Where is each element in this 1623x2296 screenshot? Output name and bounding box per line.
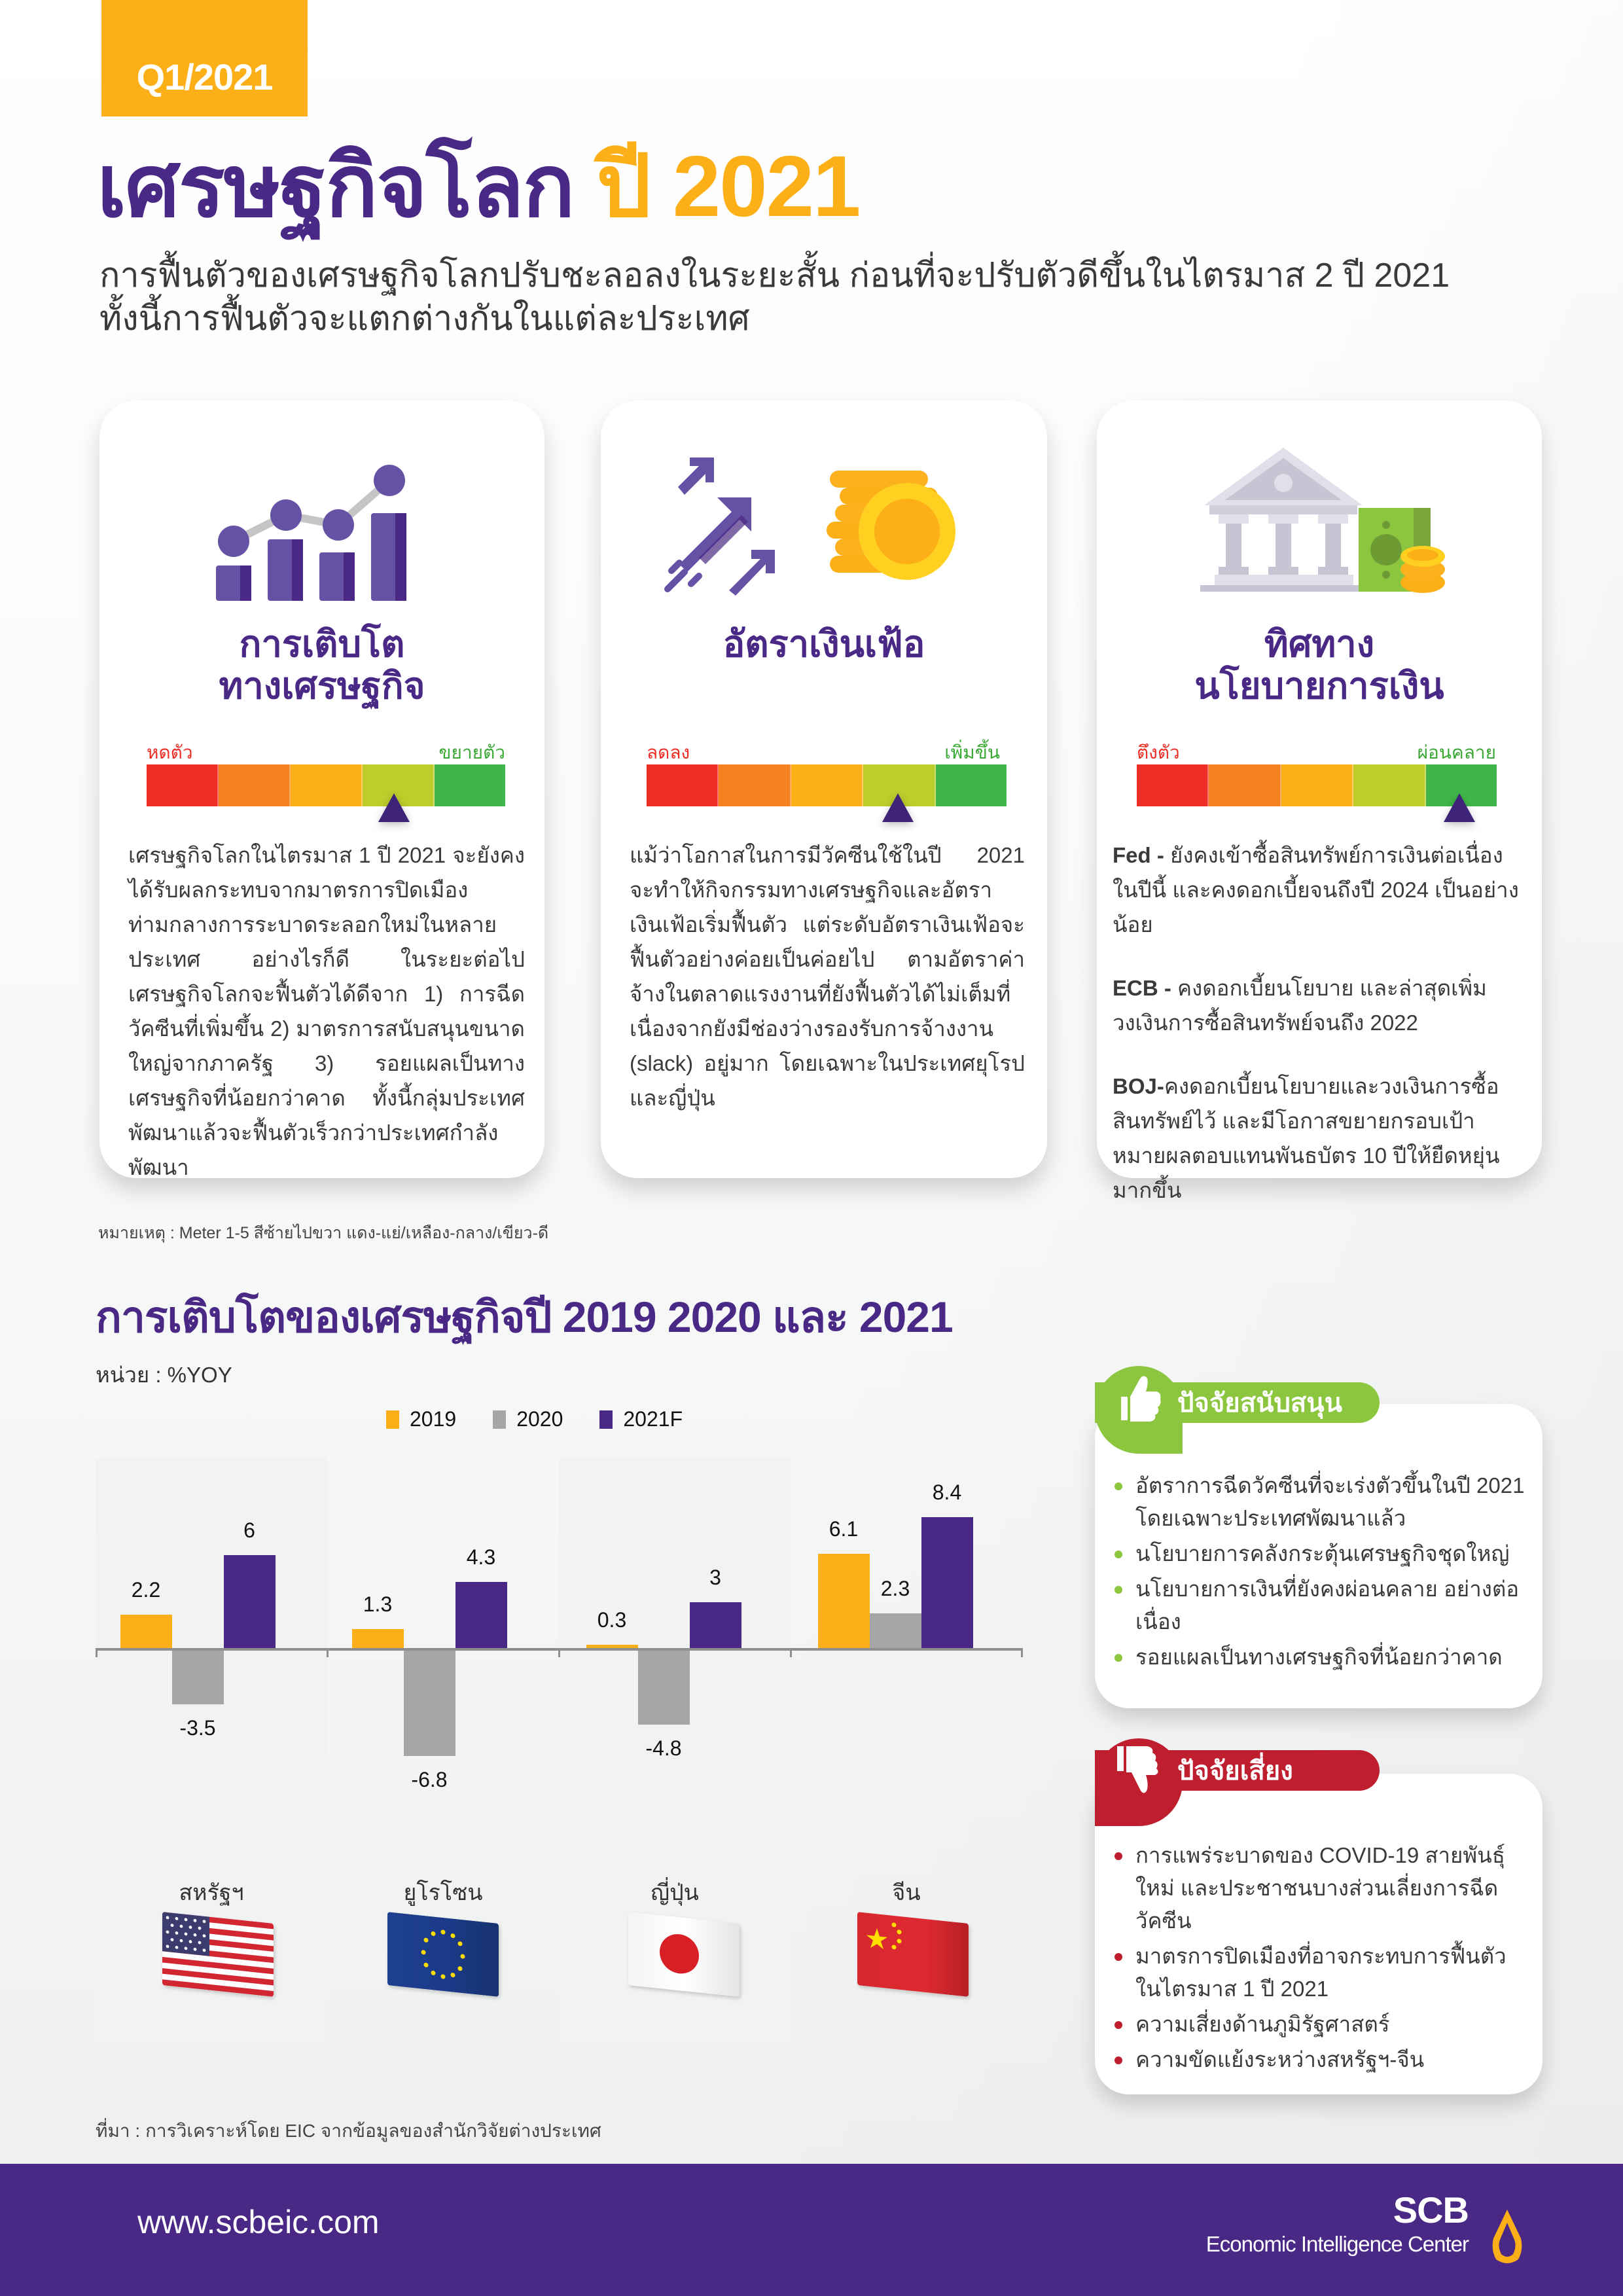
bar-value-label: -4.8 — [645, 1736, 682, 1761]
website-link[interactable]: www.scbeic.com — [137, 2204, 380, 2240]
risk-factors-title: ปัจจัยเสี่ยง — [1177, 1757, 1293, 1785]
inflation-arrows-coins-icon — [601, 427, 1047, 617]
chart-title: การเติบโตของเศรษฐกิจปี 2019 2020 และ 2021 — [96, 1293, 953, 1341]
card-title-line-2: นโยบายการเงิน — [1194, 665, 1444, 706]
meter-bar — [147, 764, 505, 806]
axis-tick — [1021, 1648, 1023, 1657]
bar-value-label: 2.3 — [880, 1576, 910, 1600]
meter-low-label: ตึงตัว — [1137, 742, 1180, 762]
policy-bank-label: Fed — [1113, 843, 1151, 867]
scb-logo-icon — [1488, 2207, 1526, 2265]
legend-label: 2021F — [623, 1407, 683, 1431]
bar-value-label: 8.4 — [932, 1480, 962, 1505]
support-factors-title: ปัจจัยสนับสนุน — [1177, 1389, 1342, 1418]
thumbs-up-icon — [1109, 1371, 1164, 1426]
policy-bank-label: ECB — [1113, 976, 1158, 1000]
meter-segment — [219, 764, 291, 806]
meter-high-label: ผ่อนคลาย — [1417, 742, 1496, 762]
meter-segment — [147, 764, 219, 806]
card-inflation — [601, 401, 1047, 1178]
brand-name: SCB — [1393, 2189, 1469, 2231]
list-item: อัตราการฉีดวัคซีนที่จะเร่งตัวขึ้นในปี 2021 โดยเฉพาะประเทศพัฒนาแล้ว — [1111, 1469, 1529, 1535]
policy-boj — [1113, 1069, 1527, 1208]
card-economic-growth — [99, 401, 544, 1178]
meter-segment — [1353, 764, 1425, 806]
policy-fed — [1113, 838, 1527, 942]
page-subtitle — [99, 254, 1572, 340]
bar-value-label: -3.5 — [179, 1716, 216, 1740]
meter-segment — [435, 764, 505, 806]
axis-tick — [327, 1648, 329, 1657]
card-body-text: แม้ว่าโอกาสในการมีวัคซีนใช้ในปี 2021 จะทำให้กิจกรรมทางเศรษฐกิจและอัตราเงินเฟ้อเริ่มฟื้นตัว แต่ระดับอัตราเงินเฟ้อจะฟื้นตัวอย่างค่อยเป็นค่อยไป ตามอัตราค่าจ้างในตลาดแรงงานที่ยังฟื้นตัวได้ไม่เต็มที่ เนื่องจากยังมีช่องว่างรองรับการจ้างงาน (slack) อยู่มาก โดยเฉพาะในประเทศยุโรปและญี่ปุ่น — [630, 843, 1025, 1110]
legend-item-2021f — [599, 1407, 683, 1431]
legend-item-2019 — [386, 1407, 456, 1431]
legend-swatch — [493, 1410, 506, 1429]
china-flag-icon — [857, 1912, 969, 1997]
list-item: มาตรการปิดเมืองที่อาจกระทบการฟื้นตัว ในไตรมาส 1 ปี 2021 — [1111, 1940, 1529, 2005]
country-label-us: สหรัฐฯ — [179, 1880, 244, 1905]
page-title-main: เศรษฐกิจโลก — [97, 138, 574, 234]
card-title — [601, 623, 1047, 665]
meter-high-label: ขยายตัว — [438, 742, 505, 762]
page-title-year: ปี 2021 — [596, 138, 860, 234]
risk-factors-header — [1095, 1750, 1380, 1791]
card-title — [1097, 623, 1542, 707]
meter-segment — [1209, 764, 1281, 806]
list-item: ความเสี่ยงด้านภูมิรัฐศาสตร์ — [1111, 2008, 1529, 2041]
legend-item-2020 — [493, 1407, 563, 1431]
legend-label: 2020 — [516, 1407, 563, 1431]
policy-separator: - — [1156, 1074, 1164, 1098]
meter-segment — [291, 764, 363, 806]
footer — [0, 2164, 1623, 2296]
thumbs-down-icon — [1109, 1742, 1164, 1803]
meter-low-label: หดตัว — [147, 742, 193, 762]
policy-text: ยังคงเข้าซื้อสินทรัพย์การเงินต่อเนื่องในปีนี้ และคงดอกเบี้ยจนถึงปี 2024 เป็นอย่างน้อย — [1113, 843, 1519, 937]
meter-segment — [791, 764, 863, 806]
meter-pointer-icon — [882, 793, 914, 822]
chart-legend — [386, 1407, 683, 1431]
bar-value-label: 6 — [243, 1518, 255, 1542]
meter-segment — [1137, 764, 1209, 806]
meter-pointer-icon — [378, 793, 410, 822]
risk-factors-list — [1111, 1839, 1529, 2079]
legend-swatch — [386, 1410, 399, 1429]
legend-label: 2019 — [410, 1407, 457, 1431]
legend-swatch — [599, 1410, 613, 1429]
support-factors-list — [1111, 1469, 1529, 1676]
policy-separator: - — [1150, 843, 1170, 867]
card-monetary-policy — [1097, 401, 1542, 1202]
meter-segment — [719, 764, 791, 806]
list-item: นโยบายการคลังกระตุ้นเศรษฐกิจชุดใหญ่ — [1111, 1537, 1529, 1570]
chart-source: ที่มา : การวิเคราะห์โดย EIC จากข้อมูลของสำนักวิจัยต่างประเทศ — [96, 2121, 601, 2141]
bar-value-label: 0.3 — [597, 1607, 627, 1632]
meter-segment — [1281, 764, 1353, 806]
eu-flag-icon — [387, 1912, 499, 1997]
brand-subtitle: Economic Intelligence Center — [1205, 2232, 1469, 2256]
policy-ecb — [1113, 971, 1527, 1040]
policy-separator: - — [1158, 976, 1178, 1000]
country-label-china: จีน — [892, 1880, 921, 1905]
country-label-japan: ญี่ปุ่น — [651, 1880, 699, 1905]
risk-factors-box — [1095, 1774, 1543, 2094]
bar-value-label: 1.3 — [363, 1592, 393, 1616]
quarter-badge-label: Q1/2021 — [136, 56, 273, 98]
meter-low-label: ลดลง — [647, 742, 690, 762]
card-body-text: เศรษฐกิจโลกในไตรมาส 1 ปี 2021 จะยังคงได้รับผลกระทบจากมาตรการปิดเมืองท่ามกลางการระบาดระลอกใหม่ในหลายประเทศ อย่างไรก็ดี ในระยะต่อไป เศรษฐกิจโลกจะฟื้นตัวได้ดีจาก 1) การฉีดวัคซีนที่เพิ่มขึ้น 2) มาตรการสนับสนุนขนาดใหญ่จากภาครัฐ 3) รอยแผลเป็นทางเศรษฐกิจที่น้อยกว่าคาด ทั้งนี้กลุ่มประเทศพัฒนาแล้วจะฟื้นตัวเร็วกว่าประเทศกำลังพัฒนา — [128, 843, 525, 1179]
support-factors-header — [1095, 1382, 1380, 1423]
policy-list — [1113, 838, 1527, 1236]
card-title-line-1: การเติบโต — [239, 623, 405, 664]
list-item: ความขัดแย้งระหว่างสหรัฐฯ-จีน — [1111, 2043, 1529, 2076]
axis-tick — [558, 1648, 560, 1657]
meter-segment — [936, 764, 1007, 806]
chart-unit: หน่วย : %YOY — [96, 1363, 232, 1387]
meter-pointer-icon — [1444, 793, 1475, 822]
axis-tick — [96, 1648, 98, 1657]
meter-bar — [1137, 764, 1497, 806]
bar-value-label: 3 — [709, 1566, 721, 1589]
meter-segment — [647, 764, 719, 806]
bar-value-label: 6.1 — [829, 1516, 859, 1541]
policy-bank-label: BOJ — [1113, 1074, 1157, 1098]
quarter-badge — [101, 0, 308, 117]
bar-value-label: 4.3 — [466, 1545, 496, 1569]
subtitle-line-1: การฟื้นตัวของเศรษฐกิจโลกปรับชะลอลงในระยะสั้น ก่อนที่จะปรับตัวดีขึ้นในไตรมาส 2 ปี 2021 — [99, 257, 1450, 295]
bar-value-label: 2.2 — [131, 1578, 161, 1602]
central-bank-money-icon — [1097, 427, 1542, 617]
page-title — [97, 131, 859, 242]
country-label-eurozone: ยูโรโซน — [403, 1880, 483, 1905]
card-title-line-2: ทางเศรษฐกิจ — [219, 665, 425, 706]
list-item: นโยบายการเงินที่ยังคงผ่อนคลาย อย่างต่อเนื่อง — [1111, 1573, 1529, 1638]
meter-high-label: เพิ่มขึ้น — [944, 742, 1000, 762]
meter-note: หมายเหตุ : Meter 1-5 สีซ้ายไปขวา แดง-แย่/เหลือง-กลาง/เขียว-ดี — [98, 1224, 549, 1242]
axis-tick — [790, 1648, 792, 1657]
japan-flag-icon — [628, 1912, 740, 1997]
card-title-line-1: อัตราเงินเฟ้อ — [722, 623, 925, 664]
list-item: การแพร่ระบาดของ COVID-19 สายพันธุ์ใหม่ และประชาชนบางส่วนเลี่ยงการฉีดวัคซีน — [1111, 1839, 1529, 1937]
policy-text: คงดอกเบี้ยนโยบาย และล่าสุดเพิ่มวงเงินการซื้อสินทรัพย์จนถึง 2022 — [1113, 976, 1487, 1035]
growth-chart-icon — [99, 427, 544, 617]
subtitle-line-2: ทั้งนี้การฟื้นตัวจะแตกต่างกันในแต่ละประเทศ — [99, 300, 750, 338]
us-flag-icon — [162, 1912, 274, 1997]
policy-text: คงดอกเบี้ยนโยบายและวงเงินการซื้อสินทรัพย์ไว้ และมีโอกาสขยายกรอบเป้าหมายผลตอบแทนพันธบัตร 10 ปีให้ยืดหยุ่นมากขึ้น — [1113, 1074, 1500, 1202]
card-title — [99, 623, 544, 707]
bar-value-label: -6.8 — [411, 1768, 448, 1792]
list-item: รอยแผลเป็นทางเศรษฐกิจที่น้อยกว่าคาด — [1111, 1641, 1529, 1674]
card-title-line-1: ทิศทาง — [1264, 623, 1375, 664]
meter-bar — [647, 764, 1007, 806]
